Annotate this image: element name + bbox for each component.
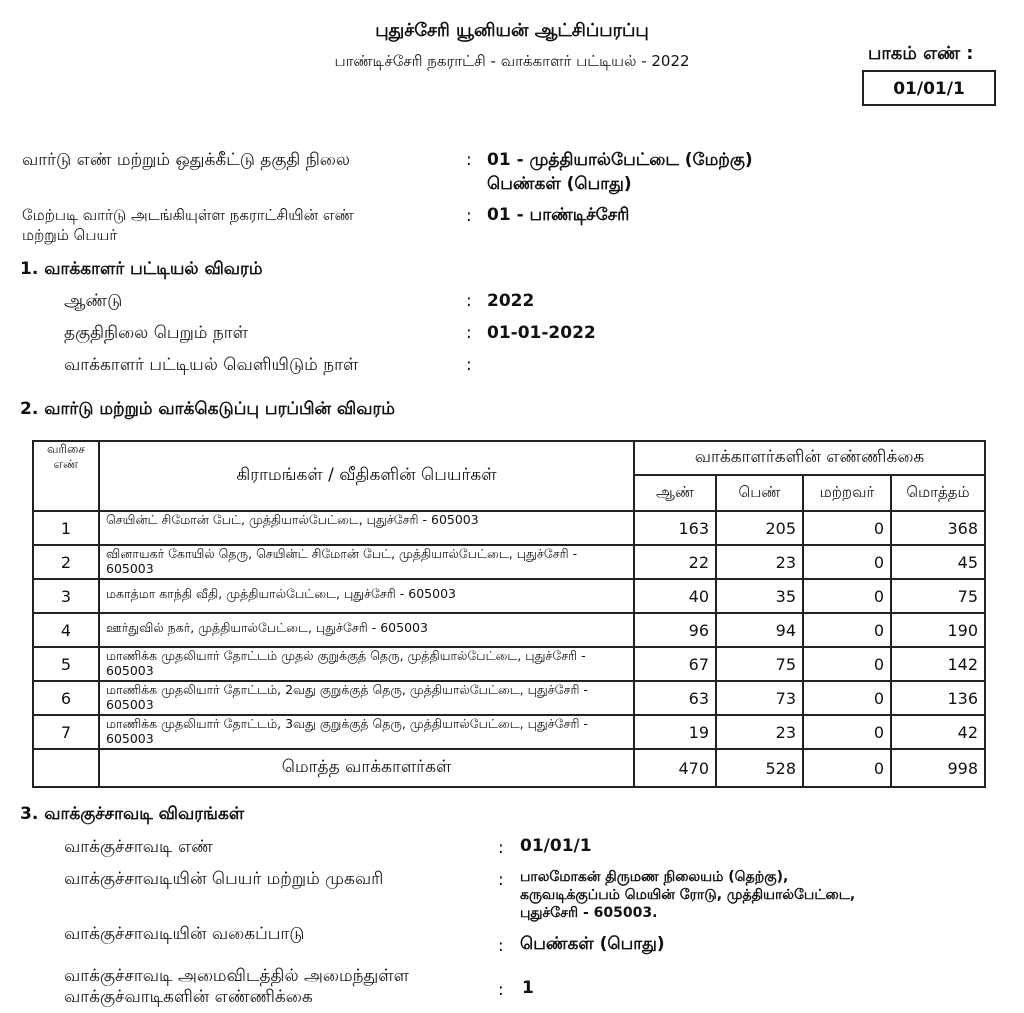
municipality-value: 01 - பாண்டிச்சேரி bbox=[487, 205, 630, 225]
row-serial: 7 bbox=[33, 715, 99, 749]
row-serial: 4 bbox=[33, 613, 99, 647]
row-serial: 2 bbox=[33, 545, 99, 579]
document-subtitle: பாண்டிச்சேரி நகராட்சி - வாக்காளர் பட்டியல் - 2022 bbox=[334, 52, 690, 70]
female-header: பெண் bbox=[716, 475, 803, 511]
total-header: மொத்தம் bbox=[891, 475, 985, 511]
booth-name-line1: பாலமோகன் திருமண நிலையம் (தெற்கு), bbox=[520, 869, 789, 885]
row-street-text: வினாயகர் கோயில் தெரு, செயின்ட் சிமோன் பேட், முத்தியால்பேட்டை, புதுச்சேரி - 605003 bbox=[106, 546, 578, 576]
table-row bbox=[33, 715, 985, 749]
row-street bbox=[99, 681, 634, 715]
row-other: 0 bbox=[803, 681, 891, 715]
row-total: 136 bbox=[891, 681, 985, 715]
row-total: 45 bbox=[891, 545, 985, 579]
row-street bbox=[99, 613, 634, 647]
total-male: 470 bbox=[634, 749, 716, 787]
booth-type-label: வாக்குச்சாவடியின் வகைப்பாடு bbox=[64, 924, 305, 944]
table-row bbox=[33, 545, 985, 579]
booth-count-label-line2: வாக்குச்வாடிகளின் எண்ணிக்கை bbox=[64, 987, 313, 1007]
table-row bbox=[33, 613, 985, 647]
total-other: 0 bbox=[803, 749, 891, 787]
row-street-text: ஊர்துவில் நகர், முத்தியால்பேட்டை, புதுச்சேரி - 605003 bbox=[106, 620, 428, 635]
table-row bbox=[33, 681, 985, 715]
row-total: 190 bbox=[891, 613, 985, 647]
booth-number-colon: : bbox=[498, 838, 504, 858]
booth-number-value: 01/01/1 bbox=[520, 836, 592, 856]
total-total: 998 bbox=[891, 749, 985, 787]
booth-number-label: வாக்குச்சாவடி எண் bbox=[64, 837, 213, 857]
row-total: 368 bbox=[891, 511, 985, 545]
booth-name-colon: : bbox=[498, 870, 504, 890]
row-serial: 5 bbox=[33, 647, 99, 681]
row-male: 67 bbox=[634, 647, 716, 681]
table-row bbox=[33, 511, 985, 545]
voters-table bbox=[32, 440, 986, 788]
part-number-box: 01/01/1 bbox=[862, 70, 996, 106]
section2-heading: 2. வார்டு மற்றும் வாக்கெடுப்பு பரப்பின் விவரம் bbox=[20, 399, 395, 419]
row-street bbox=[99, 545, 634, 579]
row-total: 142 bbox=[891, 647, 985, 681]
booth-type-colon: : bbox=[498, 936, 504, 956]
row-other: 0 bbox=[803, 613, 891, 647]
row-street-text: மாணிக்க முதலியார் தோட்டம், 3வது குறுக்குத் தெரு, முத்தியால்பேட்டை, புதுச்சேரி - 605003 bbox=[106, 716, 588, 746]
section1-heading: 1. வாக்காளர் பட்டியல் விவரம் bbox=[20, 259, 263, 279]
ward-value-line1: 01 - முத்தியால்பேட்டை (மேற்கு) bbox=[487, 150, 753, 170]
row-female: 94 bbox=[716, 613, 803, 647]
row-male: 96 bbox=[634, 613, 716, 647]
qualifying-date-label: தகுதிநிலை பெறும் நாள் bbox=[64, 323, 248, 343]
row-street-text: செயின்ட் சிமோன் பேட், முத்தியால்பேட்டை, புதுச்சேரி - 605003 bbox=[106, 512, 479, 527]
row-female: 205 bbox=[716, 511, 803, 545]
municipality-label-line2: மற்றும் பெயர் bbox=[22, 226, 118, 244]
street-header: கிராமங்கள் / வீதிகளின் பெயர்கள் bbox=[99, 441, 634, 511]
table-total-row bbox=[33, 749, 985, 787]
qualifying-date-value: 01-01-2022 bbox=[487, 323, 596, 343]
table-row bbox=[33, 579, 985, 613]
booth-type-value: பெண்கள் (பொது) bbox=[520, 934, 665, 954]
row-other: 0 bbox=[803, 545, 891, 579]
row-other: 0 bbox=[803, 715, 891, 749]
booth-name-line2: கருவடிக்குப்பம் மெயின் ரோடு, முத்தியால்பேட்டை, bbox=[520, 887, 856, 903]
row-street-text: மாணிக்க முதலியார் தோட்டம், 2வது குறுக்குத் தெரு, முத்தியால்பேட்டை, புதுச்சேரி - 605003 bbox=[106, 682, 588, 712]
serial-header bbox=[33, 441, 99, 511]
document-title: புதுச்சேரி யூனியன் ஆட்சிப்பரப்பு bbox=[375, 20, 649, 41]
municipality-label-line1: மேற்படி வார்டு அடங்கியுள்ள நகராட்சியின் எண் bbox=[22, 206, 354, 224]
row-street bbox=[99, 511, 634, 545]
serial-header-line2: எண் bbox=[53, 457, 79, 471]
booth-count-value: 1 bbox=[522, 978, 534, 998]
row-male: 40 bbox=[634, 579, 716, 613]
municipality-colon: : bbox=[466, 206, 472, 226]
serial-header-line1: வரிசை bbox=[46, 442, 86, 456]
row-male: 22 bbox=[634, 545, 716, 579]
row-street bbox=[99, 715, 634, 749]
publication-date-colon: : bbox=[466, 355, 472, 375]
ward-value-line2: பெண்கள் (பொது) bbox=[487, 174, 632, 194]
row-other: 0 bbox=[803, 647, 891, 681]
ward-colon: : bbox=[466, 150, 472, 170]
ward-label: வார்டு எண் மற்றும் ஒதுக்கீட்டு தகுதி நிலை bbox=[22, 150, 350, 170]
row-female: 75 bbox=[716, 647, 803, 681]
table-row bbox=[33, 647, 985, 681]
row-street bbox=[99, 647, 634, 681]
row-total: 42 bbox=[891, 715, 985, 749]
row-female: 35 bbox=[716, 579, 803, 613]
year-colon: : bbox=[466, 291, 472, 311]
row-other: 0 bbox=[803, 511, 891, 545]
row-male: 163 bbox=[634, 511, 716, 545]
year-value: 2022 bbox=[487, 291, 535, 311]
row-serial: 1 bbox=[33, 511, 99, 545]
row-female: 23 bbox=[716, 715, 803, 749]
other-header: மற்றவர் bbox=[803, 475, 891, 511]
row-male: 19 bbox=[634, 715, 716, 749]
booth-name-line3: புதுச்சேரி - 605003. bbox=[520, 905, 658, 921]
row-female: 23 bbox=[716, 545, 803, 579]
row-serial: 3 bbox=[33, 579, 99, 613]
voter-count-header: வாக்காளர்களின் எண்ணிக்கை bbox=[634, 441, 985, 475]
total-voters-label: மொத்த வாக்காளர்கள் bbox=[99, 749, 634, 787]
publication-date-label: வாக்காளர் பட்டியல் வெளியிடும் நாள் bbox=[64, 355, 359, 375]
booth-count-label-line1: வாக்குச்சாவடி அமைவிடத்தில் அமைந்துள்ள bbox=[64, 966, 409, 986]
row-street bbox=[99, 579, 634, 613]
row-other: 0 bbox=[803, 579, 891, 613]
row-serial: 6 bbox=[33, 681, 99, 715]
row-male: 63 bbox=[634, 681, 716, 715]
year-label: ஆண்டு bbox=[64, 291, 123, 311]
row-street-text: மாணிக்க முதலியார் தோட்டம் முதல் குறுக்குத் தெரு, முத்தியால்பேட்டை, புதுச்சேரி - 605003 bbox=[106, 648, 586, 678]
section3-heading: 3. வாக்குச்சாவடி விவரங்கள் bbox=[20, 804, 245, 824]
row-female: 73 bbox=[716, 681, 803, 715]
total-female: 528 bbox=[716, 749, 803, 787]
male-header: ஆண் bbox=[634, 475, 716, 511]
row-total: 75 bbox=[891, 579, 985, 613]
part-number-label: பாகம் எண் : bbox=[868, 43, 974, 64]
row-street-text: மகாத்மா காந்தி வீதி, முத்தியால்பேட்டை, புதுச்சேரி - 605003 bbox=[106, 586, 456, 601]
total-row-blank bbox=[33, 749, 99, 787]
booth-name-label: வாக்குச்சாவடியின் பெயர் மற்றும் முகவரி bbox=[64, 869, 384, 889]
booth-count-colon: : bbox=[498, 980, 504, 1000]
qualifying-date-colon: : bbox=[466, 323, 472, 343]
